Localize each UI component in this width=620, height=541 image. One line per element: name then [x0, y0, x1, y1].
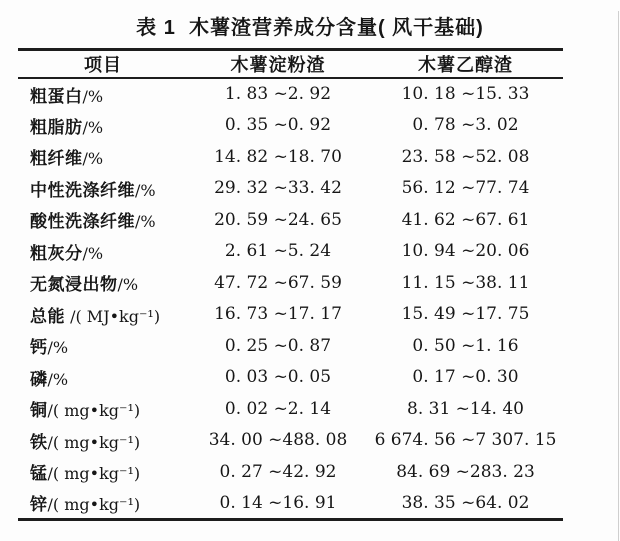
scanned-document-page — [0, 11, 620, 541]
starch-residue-value: 16. 73 ~17. 17 — [214, 304, 342, 325]
column-header-ethanol-residue: 木薯乙醇渣 — [418, 55, 513, 75]
ethanol-residue-value: 23. 58 ~52. 08 — [401, 146, 530, 167]
ethanol-residue-value: 11. 15 ~38. 11 — [401, 272, 530, 293]
starch-residue-value: 0. 25 ~0. 87 — [224, 335, 332, 356]
nutrition-composition-table — [18, 48, 563, 521]
starch-residue-value: 34. 00 ~488. 08 — [208, 430, 348, 451]
starch-residue-value: 0. 02 ~2. 14 — [224, 398, 332, 419]
table-row — [18, 393, 563, 425]
table-row — [18, 110, 563, 142]
row-item-name: 钙 — [30, 338, 48, 358]
row-item-unit: /% — [47, 338, 69, 358]
ethanol-residue-value: 0. 17 ~0. 30 — [412, 367, 519, 388]
row-item-name: 中性洗涤纤维 — [30, 180, 135, 200]
row-item-name: 铁 — [30, 432, 48, 452]
row-item-unit: /( mg•kg⁻¹) — [47, 432, 141, 452]
starch-residue-value: 0. 35 ~0. 92 — [224, 115, 332, 136]
table-row — [18, 78, 563, 110]
ethanol-residue-value: 6 674. 56 ~7 307. 15 — [374, 430, 557, 451]
table-row — [18, 173, 563, 205]
table-header — [18, 50, 563, 79]
row-item-name: 总能 — [30, 306, 65, 326]
row-item-name: 粗纤维 — [30, 149, 83, 169]
table-row — [18, 299, 563, 331]
row-item-unit: /% — [82, 149, 104, 169]
table-row — [18, 362, 563, 394]
starch-residue-value: 1. 83 ~2. 92 — [224, 84, 332, 105]
row-item-name: 粗脂肪 — [30, 117, 83, 137]
row-item-name: 磷 — [30, 369, 48, 389]
ethanol-residue-value: 56. 12 ~77. 74 — [401, 178, 530, 199]
starch-residue-value: 29. 32 ~33. 42 — [214, 178, 342, 199]
ethanol-residue-value: 0. 50 ~1. 16 — [412, 335, 519, 356]
column-header-starch-residue: 木薯淀粉渣 — [230, 55, 326, 75]
table-row — [18, 330, 563, 362]
row-item-unit: /% — [82, 86, 104, 106]
table-row — [18, 141, 563, 173]
table-row — [18, 425, 563, 457]
starch-residue-value: 0. 14 ~16. 91 — [219, 492, 337, 513]
row-item-unit: /% — [135, 212, 156, 232]
row-item-unit: /( mg•kg⁻¹) — [47, 401, 141, 421]
ethanol-residue-value: 84. 69 ~283. 23 — [396, 461, 535, 482]
ethanol-residue-value: 10. 94 ~20. 06 — [401, 241, 530, 262]
row-item-unit: /% — [135, 180, 156, 200]
row-item-unit: /( mg•kg⁻¹) — [47, 464, 141, 484]
row-item-unit: /% — [47, 369, 69, 389]
table-row — [18, 456, 563, 488]
row-item-name: 粗灰分 — [30, 243, 83, 263]
table-caption: 表 1 木薯渣营养成分含量( 风干基础) — [136, 17, 484, 39]
row-item-name: 锌 — [30, 495, 48, 514]
row-item-unit: /( MJ•kg⁻¹) — [65, 306, 161, 326]
table-row — [18, 204, 563, 236]
ethanol-residue-value: 41. 62 ~67. 61 — [401, 209, 530, 230]
starch-residue-value: 0. 27 ~42. 92 — [219, 461, 337, 482]
ethanol-residue-value: 38. 35 ~64. 02 — [401, 492, 530, 513]
row-item-unit: /% — [82, 117, 104, 137]
row-item-name: 铜 — [30, 401, 48, 421]
row-item-unit: /% — [117, 275, 139, 295]
table-body — [18, 78, 563, 519]
starch-residue-value: 47. 72 ~67. 59 — [214, 272, 342, 293]
ethanol-residue-value: 8. 31 ~14. 40 — [407, 398, 524, 419]
row-item-unit: /( mg•kg⁻¹) — [47, 495, 141, 514]
ethanol-residue-value: 0. 78 ~3. 02 — [412, 115, 519, 136]
row-item-name: 锰 — [30, 464, 48, 484]
row-item-name: 酸性洗涤纤维 — [30, 212, 135, 232]
column-header-item: 项目 — [84, 55, 122, 75]
scan-page-edge — [618, 11, 619, 541]
table-row — [18, 267, 563, 299]
starch-residue-value: 2. 61 ~5. 24 — [224, 241, 332, 262]
ethanol-residue-value: 15. 49 ~17. 75 — [401, 304, 530, 325]
ethanol-residue-value: 10. 18 ~15. 33 — [401, 84, 530, 105]
starch-residue-value: 14. 82 ~18. 70 — [214, 146, 342, 167]
starch-residue-value: 0. 03 ~0. 05 — [224, 367, 332, 388]
starch-residue-value: 20. 59 ~24. 65 — [214, 209, 342, 230]
header-row — [18, 50, 563, 79]
row-item-name: 粗蛋白 — [30, 86, 83, 106]
table-row — [18, 236, 563, 268]
table-row — [18, 488, 563, 520]
row-item-name: 无氮浸出物 — [30, 275, 118, 295]
row-item-unit: /% — [82, 243, 104, 263]
